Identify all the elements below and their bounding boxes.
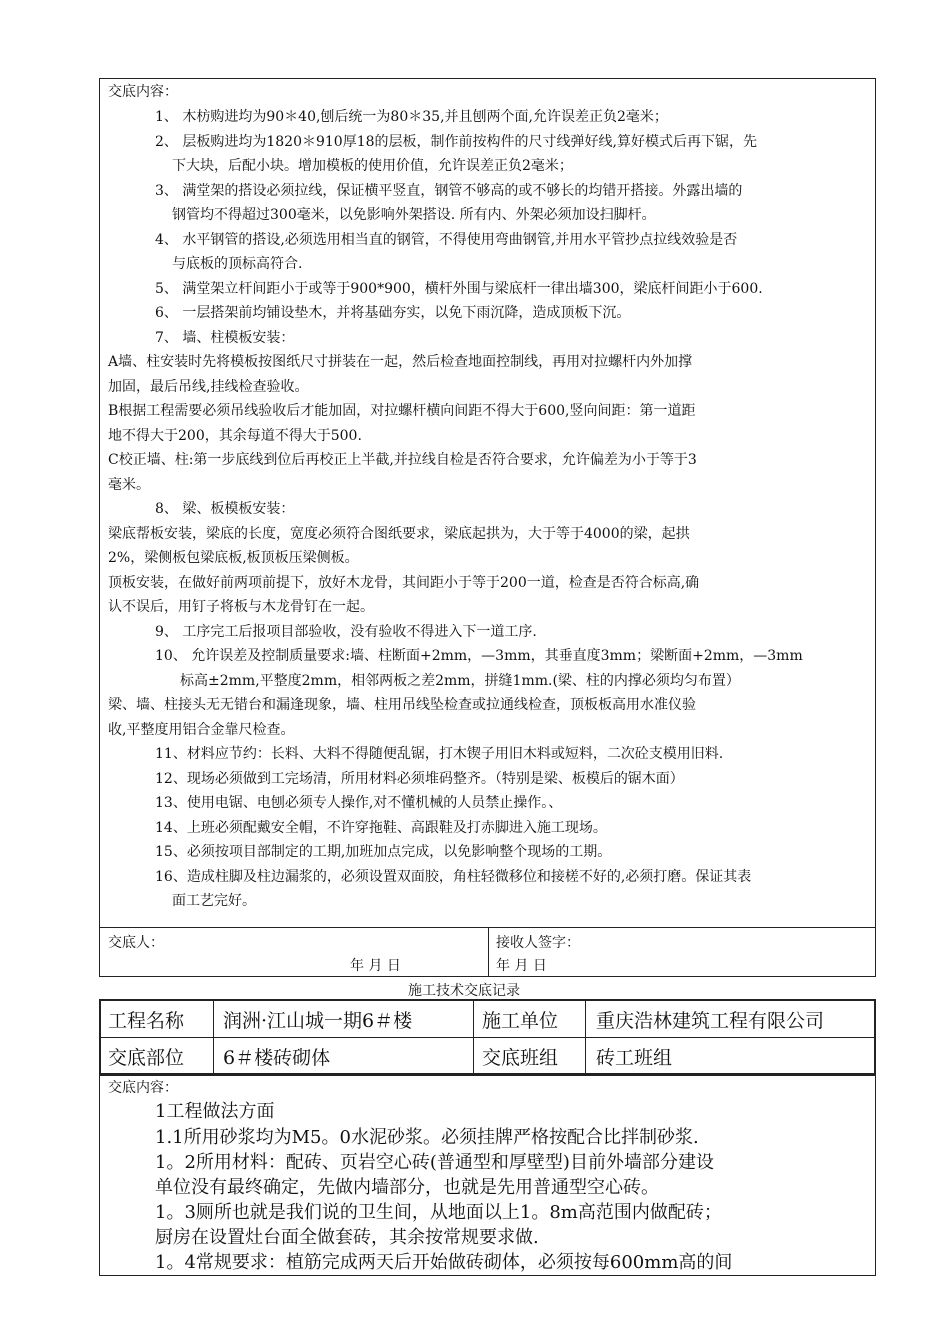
bottom-line: 1。3厕所也就是我们说的卫生间，从地面以上1。8m高范围内做配砖； [155, 1202, 722, 1223]
top-line: 梁底帮板安装，梁底的长度，宽度必须符合图纸要求，梁底起拱为，大于等于4000的梁，起拱 [108, 526, 690, 542]
top-line: 3、 满堂架的搭设必须拉线，保证横平竖直，钢管不够高的或不够长的均错开搭接。外露出墙的 [155, 183, 743, 199]
top-line: 8、 梁、板模板安装： [155, 501, 295, 517]
top-line: 2、 层板购进均为1820＊910厚18的层板，制作前按构件的尺寸线弹好线,算好模式后再下锯，先 [155, 134, 757, 150]
disclosure-part-value: 6＃楼砖砌体 [223, 1047, 331, 1069]
top-line: 标高±2mm,平整度2mm，相邻两板之差2mm，拼缝1mm.(梁、柱的内撑必须均匀布置） [180, 673, 740, 689]
construction-unit-label: 施工单位 [482, 1010, 559, 1032]
top-line: 钢管均不得超过300毫米，以免影响外架搭设. 所有内、外架必须加设扫脚杆。 [172, 207, 656, 223]
bottom-line: 厨房在设置灶台面全做套砖，其余按常规要求做. [155, 1227, 539, 1248]
signer-date: 年 月 日 [350, 958, 401, 974]
bottom-line: 1。4常规要求：植筋完成两天后开始做砖砌体，必须按每600mm高的间 [155, 1252, 733, 1273]
top-line: 4、 水平钢管的搭设,必须选用相当直的钢管，不得使用弯曲钢管,并用水平管抄点拉线效验是否 [155, 232, 738, 248]
top-line: 加固，最后吊线,挂线检查验收。 [108, 379, 309, 395]
top-line: 顶板安装，在做好前两项前提下，放好木龙骨，其间距小于等于200一道，检查是否符合标高,确 [108, 575, 700, 591]
bottom-line: 1工程做法方面 [155, 1101, 275, 1122]
signer-label: 交底人： [108, 935, 164, 951]
header-col-divider-2 [473, 999, 474, 1075]
header-col-divider-3 [585, 999, 586, 1075]
top-line: 14、上班必须配戴安全帽，不许穿拖鞋、高跟鞋及打赤脚进入施工现场。 [155, 820, 607, 836]
top-line: 面工艺完好。 [172, 893, 256, 909]
top-line: 16、造成柱脚及柱边漏浆的，必须设置双面胶，角柱轻微移位和接槎不好的,必须打磨。保证其表 [155, 869, 752, 885]
top-line: 15、必须按项目部制定的工期,加班加点完成，以免影响整个现场的工期。 [155, 844, 612, 860]
top-line: 12、现场必须做到工完场清，所用材料必须堆码整齐。（特别是梁、板模后的锯木面） [155, 771, 684, 787]
bottom-line: 1.1所用砂浆均为M5。0水泥砂浆。必须挂牌严格按配合比拌制砂浆. [155, 1127, 699, 1148]
top-line: 7、 墙、柱模板安装： [155, 330, 295, 346]
disclosure-part-label: 交底部位 [108, 1047, 185, 1069]
bottom-heading: 交底内容： [108, 1080, 178, 1096]
top-line: 13、使用电锯、电刨必须专人操作,对不懂机械的人员禁止操作。、 [155, 795, 563, 811]
top-line: 下大块，后配小块。增加模板的使用价值，允许误差正负2毫米； [172, 158, 573, 174]
receiver-label: 接收人签字： [496, 935, 580, 951]
header-row-divider [99, 1037, 876, 1038]
receiver-date: 年 月 日 [496, 958, 547, 974]
top-line: 5、 满堂架立杆间距小于或等于900*900，横杆外围与梁底杆一律出墙300，梁底杆间距小于600. [155, 281, 763, 297]
top-line: 认不误后，用钉子将板与木龙骨钉在一起。 [108, 599, 374, 615]
top-line: 9、 工序完工后报项目部验收，没有验收不得进入下一道工序. [155, 624, 537, 640]
top-line: 与底板的顶标高符合. [172, 256, 303, 272]
top-line: 地不得大于200，其余每道不得大于500. [108, 428, 362, 444]
top-line: 1、 木枋购进均为90＊40,刨后统一为80＊35,并且刨两个面,允许误差正负2毫米； [155, 109, 668, 125]
top-heading: 交底内容： [108, 84, 178, 100]
project-name-value: 润洲·江山城一期6＃楼 [223, 1010, 413, 1032]
top-line: A墙、柱安装时先将模板按图纸尺寸拼装在一起，然后检查地面控制线，再用对拉螺杆内外加撑 [108, 354, 693, 370]
top-line: 梁、墙、柱接头无无错台和漏逢现象，墙、柱用吊线坠检查或拉通线检查，顶板板高用水准仪验 [108, 697, 696, 713]
top-line: 6、 一层搭架前均铺设垫木，并将基础夯实，以免下雨沉降，造成顶板下沉。 [155, 305, 631, 321]
project-name-label: 工程名称 [108, 1010, 185, 1032]
top-line: 10、 允许误差及控制质量要求:墙、柱断面+2mm，—3mm，其垂直度3mm；梁断面+2mm，—3mm [155, 648, 803, 664]
bottom-line: 1。2所用材料：配砖、页岩空心砖(普通型和厚壁型)目前外墙部分建设 [155, 1152, 714, 1173]
top-line: 收,平整度用铝合金靠尺检查。 [108, 722, 295, 738]
top-line: C校正墙、柱:第一步底线到位后再校正上半截,并拉线自检是否符合要求，允许偏差为小于等于3 [108, 452, 697, 468]
record-title: 施工技术交底记录 [408, 983, 520, 999]
bottom-line: 单位没有最终确定，先做内墙部分，也就是先用普通型空心砖。 [155, 1177, 659, 1198]
top-line: 2%，梁侧板包梁底板,板顶板压梁侧板。 [108, 550, 359, 566]
header-col-divider-1 [213, 999, 214, 1075]
construction-unit-value: 重庆浩林建筑工程有限公司 [596, 1010, 825, 1032]
team-label: 交底班组 [482, 1047, 559, 1069]
top-line: 毫米。 [108, 477, 150, 493]
top-line: 11、材料应节约：长料、大料不得随便乱锯，打木锲子用旧木料或短料，二次砼支模用旧料. [155, 746, 724, 762]
signature-divider [488, 927, 489, 977]
top-line: B根据工程需要必须吊线验收后才能加固，对拉螺杆横向间距不得大于600,竖向间距：第一道距 [108, 403, 696, 419]
team-value: 砖工班组 [596, 1047, 673, 1069]
